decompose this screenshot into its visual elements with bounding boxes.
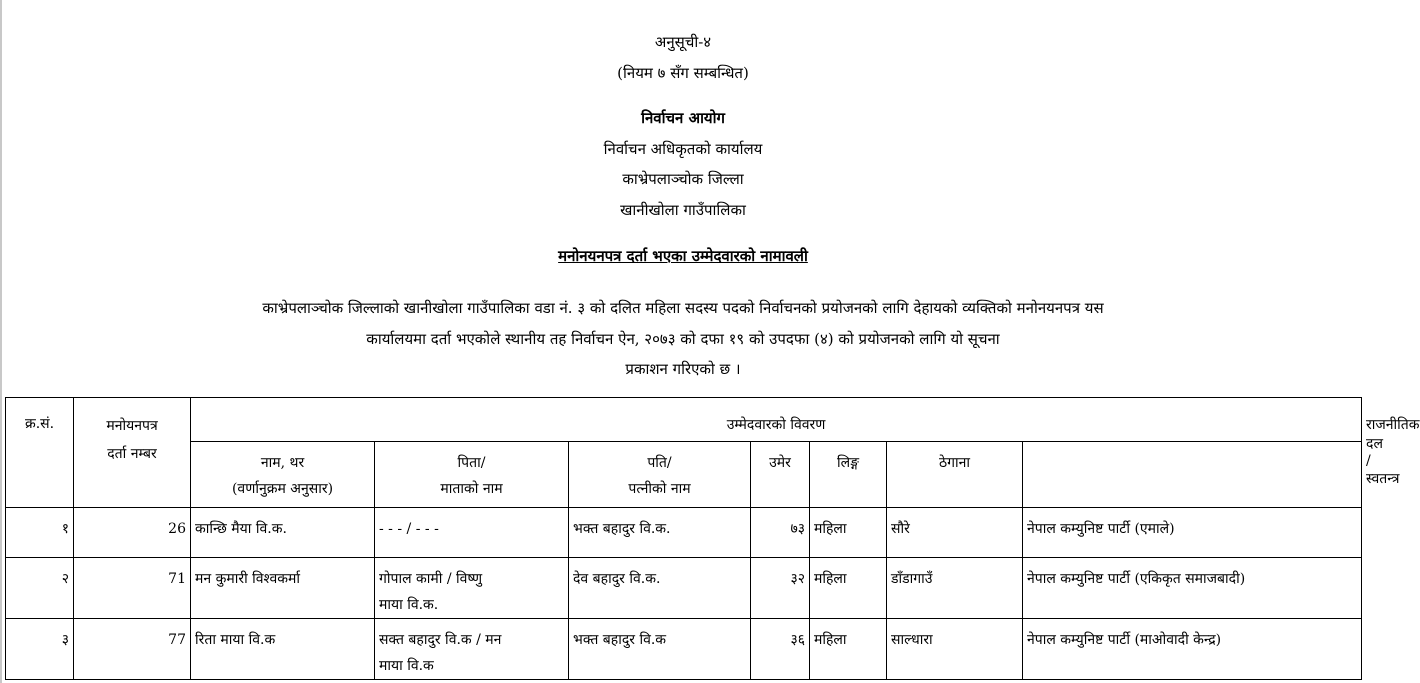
- name-cell: रिता माया वि.क: [191, 619, 375, 680]
- intro-line-3: प्रकाशन गरिएको छ ।: [625, 360, 741, 378]
- header-gender: लिङ्ग: [810, 442, 887, 508]
- address-cell: साल्धारा: [887, 619, 1023, 680]
- gender-cell: महिला: [810, 508, 887, 558]
- header-parent: [375, 442, 569, 508]
- address-cell: सौरे: [887, 508, 1023, 558]
- office-name: निर्वाचन अधिकृतको कार्यालय: [603, 140, 763, 158]
- age-cell: ७३: [751, 508, 810, 558]
- party-cell: नेपाल कम्युनिष्ट पार्टी (एमाले): [1023, 508, 1362, 558]
- spouse-cell: भक्त बहादुर वि.क: [569, 619, 751, 680]
- table-row: [6, 508, 1362, 558]
- municipality-name: खानीखोला गाउँपालिका: [620, 201, 746, 219]
- age-cell: ३२: [751, 558, 810, 619]
- header-spouse-line-2: पत्नीको नाम: [628, 481, 691, 497]
- header-spouse: [569, 442, 751, 508]
- reg-number-cell: 77: [74, 619, 191, 680]
- party-cell: नेपाल कम्युनिष्ट पार्टी (माओवादी केन्द्र): [1023, 619, 1362, 680]
- parent-cell: [375, 619, 569, 680]
- rule-reference: (नियम ७ सँग सम्बन्धित): [617, 64, 749, 82]
- serial-cell: ३: [6, 619, 74, 680]
- table-row: [6, 558, 1362, 619]
- spouse-cell: देव बहादुर वि.क.: [569, 558, 751, 619]
- commission-title: निर्वाचन आयोग: [641, 109, 725, 127]
- header-nomination-line-2: दर्ता नम्बर: [107, 446, 157, 462]
- table-row: [6, 619, 1362, 680]
- address-cell: डाँडागाउँ: [887, 558, 1023, 619]
- parent-line-2: माया वि.क: [379, 658, 434, 674]
- header-name-line-1: नाम, थर: [260, 455, 305, 471]
- table-header-row-2: [6, 442, 1362, 508]
- reg-number-cell: 26: [74, 508, 191, 558]
- party-cell: नेपाल कम्युनिष्ट पार्टी (एकिकृत समाजबादी): [1023, 558, 1362, 619]
- candidate-table: [5, 397, 1420, 680]
- parent-line-1: सक्त बहादुर वि.क / मन: [379, 632, 502, 648]
- table-header-row-1: क्र.सं. मनोयनपत्र दर्ता नम्बर उम्मेदवारको विवरण राजनीतिक दल / स्वतन्त्र: [6, 398, 1362, 442]
- parent-cell: [375, 508, 569, 558]
- header-nomination-line-1: मनोयनपत्र: [106, 418, 158, 434]
- reg-number-cell: 71: [74, 558, 191, 619]
- parent-line-2: माया वि.क.: [379, 597, 439, 613]
- header-name-line-2: (वर्णानुक्रम अनुसार): [231, 481, 334, 497]
- age-cell: ३६: [751, 619, 810, 680]
- serial-cell: १: [6, 508, 74, 558]
- notice-title: मनोनयनपत्र दर्ता भएका उम्मेदवारको नामावली: [558, 247, 808, 265]
- header-nomination-number: [74, 398, 191, 508]
- header-serial: क्र.सं.: [6, 398, 74, 508]
- parent-line-1: गोपाल कामी / विष्णु: [379, 571, 483, 587]
- header-candidate-details: उम्मेदवारको विवरण: [191, 398, 1362, 442]
- parent-line-1: - - - / - - -: [379, 521, 439, 537]
- header-name: [191, 442, 375, 508]
- gender-cell: महिला: [810, 619, 887, 680]
- gender-cell: महिला: [810, 558, 887, 619]
- district-name: काभ्रेपलाञ्चोक जिल्ला: [622, 170, 744, 188]
- name-cell: कान्छि मैया वि.क.: [191, 508, 375, 558]
- header-spouse-line-1: पति/: [647, 455, 672, 471]
- schedule-label: अनुसूची-४: [654, 33, 712, 51]
- header-age: उमेर: [751, 442, 810, 508]
- header-parent-line-2: माताको नाम: [440, 481, 503, 497]
- spouse-cell: भक्त बहादुर वि.क.: [569, 508, 751, 558]
- header-parent-line-1: पिता/: [457, 455, 486, 471]
- name-cell: मन कुमारी विश्वकर्मा: [191, 558, 375, 619]
- serial-cell: २: [6, 558, 74, 619]
- parent-cell: [375, 558, 569, 619]
- intro-line-1: काभ्रेपलाञ्चोक जिल्लाको खानीखोला गाउँपालिका वडा नं. ३ को दलित महिला सदस्य पदको निर्वाचनको प्रयोजनको लागि देहायको व्यक्तिको मनोनयनपत्र यस: [262, 299, 1104, 317]
- intro-line-2: कार्यालयमा दर्ता भएकोले स्थानीय तह निर्वाचन ऐन, २०७३ को दफा १९ को उपदफा (४) को प्रयोजनको लागि यो सूचना: [366, 330, 1000, 348]
- header-address: ठेगाना: [887, 442, 1023, 508]
